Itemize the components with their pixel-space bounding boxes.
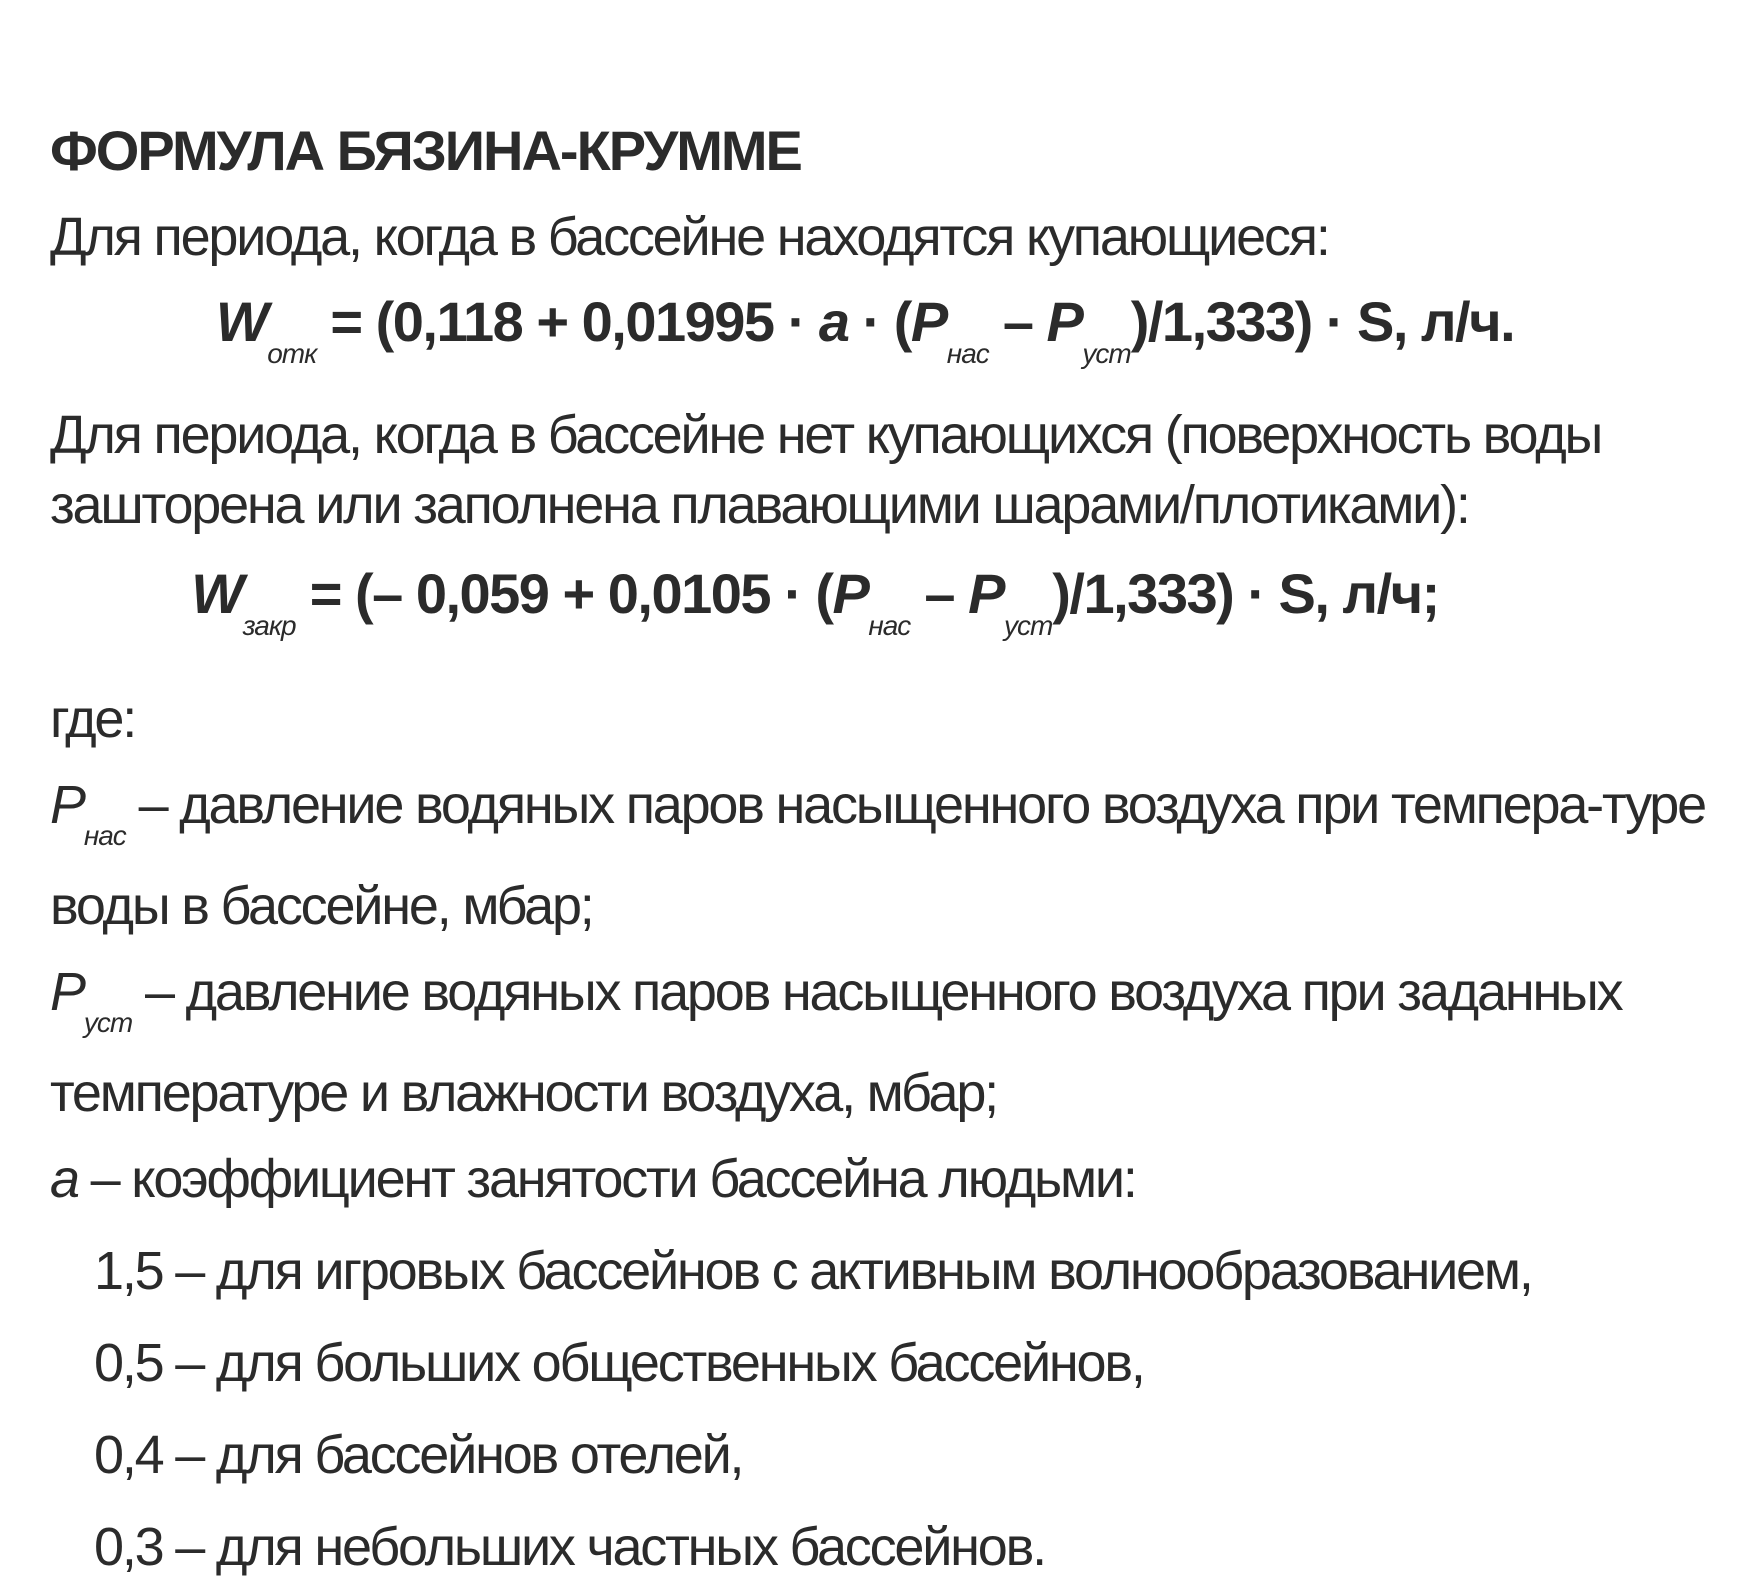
coefficient-item-private-pools: 0,3 – для небольших частных бассейнов. xyxy=(94,1517,1045,1577)
formula-open-p1: P xyxy=(910,290,947,353)
formula-open-minus: – xyxy=(988,290,1047,353)
formula-closed-lhs-sub: закр xyxy=(242,610,296,641)
formula-open-part2: · ( xyxy=(848,290,911,353)
formula-open-part1: = (0,118 + 0,01995 · xyxy=(316,290,819,353)
definition-p-nas xyxy=(50,770,1720,941)
coefficient-list xyxy=(50,1236,1720,1582)
formula-closed-minus: – xyxy=(910,562,969,625)
formula-open-part3: )/1,333) · S, л/ч. xyxy=(1130,290,1515,353)
definition-p-nas-text: – давление водяных паров насыщенного воздуха при темпера-туре воды в бассейне, мбар; xyxy=(50,775,1705,936)
formula-closed-p1-sub: нас xyxy=(868,610,911,641)
definition-p-nas-sub: нас xyxy=(83,820,126,851)
document-title: ФОРМУЛА БЯЗИНА-КРУММЕ xyxy=(50,119,801,182)
formula-closed-lhs-var: W xyxy=(191,562,243,625)
formula-open-p2-sub: уст xyxy=(1082,338,1131,369)
definition-p-ust-sub: уст xyxy=(83,1007,133,1038)
intro-bathers-text: Для периода, когда в бассейне находятся купающиеся: xyxy=(50,207,1329,267)
coefficient-item-wave-pools: 1,5 – для игровых бассейнов с активным волнообразованием, xyxy=(94,1241,1532,1301)
formula-open-p2: P xyxy=(1046,290,1083,353)
document-body xyxy=(50,118,1720,1582)
formula-closed-part3: )/1,333) · S, л/ч; xyxy=(1052,562,1439,625)
formula-open-pool xyxy=(50,282,1720,394)
definition-p-ust xyxy=(50,957,1720,1128)
definition-p-ust-symbol: P xyxy=(50,962,84,1022)
formula-open-a: a xyxy=(818,290,849,353)
formula-open-lhs-var: W xyxy=(215,290,268,353)
coefficient-item-public-pools: 0,5 – для больших общественных бассейнов, xyxy=(94,1333,1144,1393)
definition-a-symbol: a xyxy=(50,1149,78,1209)
formula-closed-pool xyxy=(50,554,1720,666)
formula-closed-p2: P xyxy=(968,562,1004,625)
definition-a xyxy=(50,1144,1720,1214)
formula-closed-p1: P xyxy=(832,562,869,625)
definition-p-nas-symbol: P xyxy=(50,775,84,835)
where-label: где: xyxy=(50,689,136,749)
definition-p-ust-text: – давление водяных паров насыщенного воздуха при заданных температуре и влажности воздуха, мбар; xyxy=(50,962,1622,1123)
intro-empty-text: Для периода, когда в бассейне нет купающихся (поверхность воды зашторена или заполнена плавающими шарами/плотиками): xyxy=(50,405,1602,535)
definition-a-text: – коэффициент занятости бассейна людьми: xyxy=(77,1149,1136,1209)
formula-open-p1-sub: нас xyxy=(946,338,989,369)
formula-closed-p2-sub: уст xyxy=(1003,610,1053,641)
coefficient-item-hotel-pools: 0,4 – для бассейнов отелей, xyxy=(94,1425,743,1485)
formula-closed-part1: = (– 0,059 + 0,0105 · ( xyxy=(295,562,833,625)
formula-open-lhs-sub: отк xyxy=(267,338,317,369)
